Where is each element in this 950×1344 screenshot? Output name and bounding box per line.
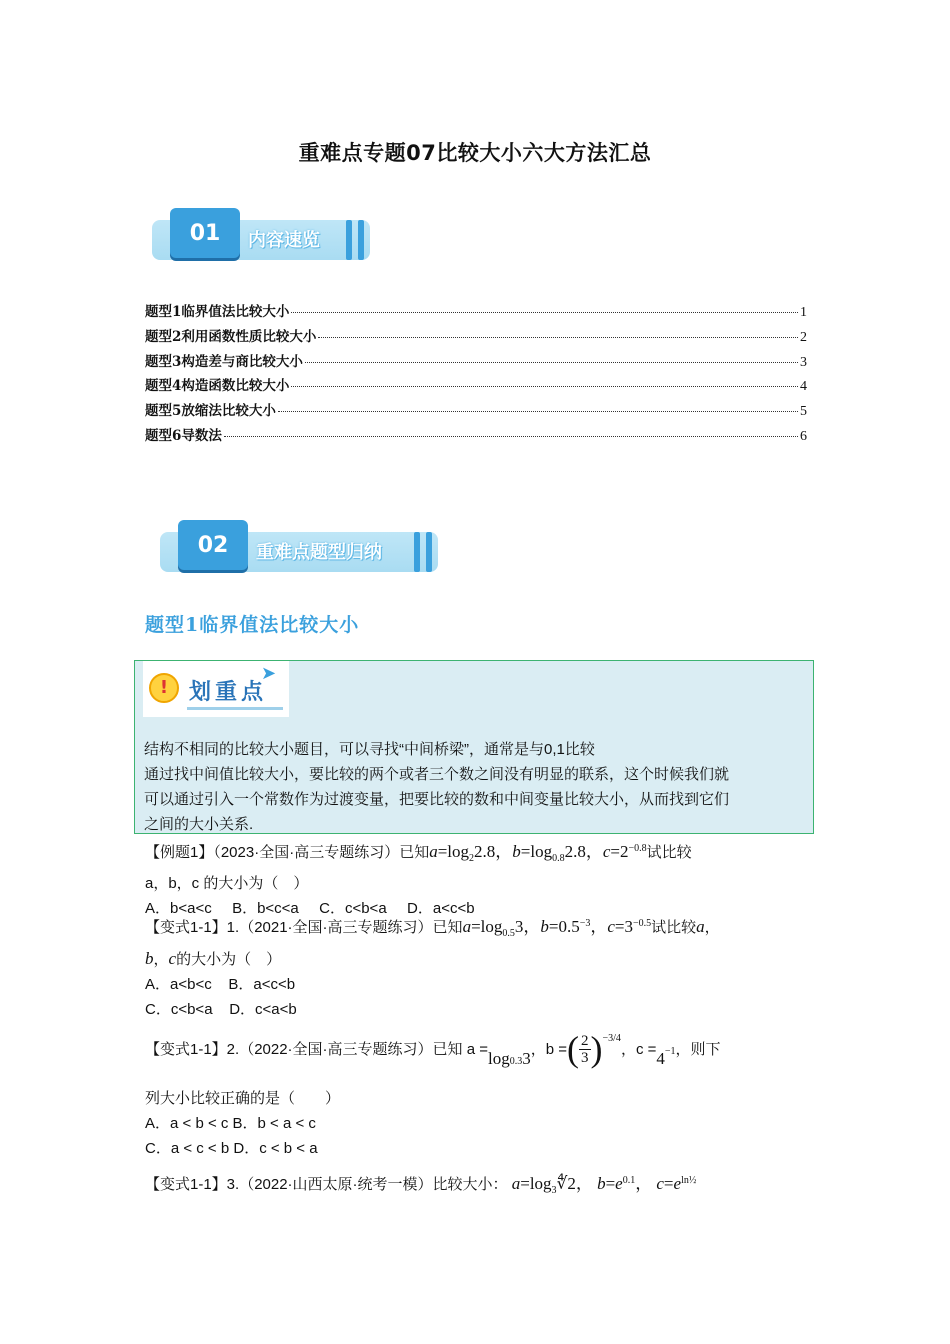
keypoint-label [143, 661, 289, 717]
document-title: 重难点专题07比较大小六大方法汇总 [298, 141, 652, 165]
toc-title: 题型5放缩法比较大小 [145, 403, 276, 420]
options-row[interactable]: C．a < c < b D．c < b < a [145, 1140, 318, 1157]
keypoint-underline [187, 707, 283, 710]
keypoint-line: 之间的大小关系. [144, 816, 254, 833]
keypoint-title: 划重点 [189, 679, 268, 705]
table-of-contents [145, 300, 807, 449]
example-1 [145, 836, 815, 921]
variant-question: 【变式1-1】1.（2021·全国·高三专题练习）已知$a=\log_{0.5}3$，$b=0.5^{-3}$，$c=3^{-0.5}$试比较a， [145, 917, 720, 939]
variant-line: b，c的大小为（ ） [145, 949, 282, 968]
banner-stripe [414, 532, 420, 572]
keypoint-text [144, 737, 809, 837]
options-row [145, 972, 815, 997]
option-d[interactable]: D．c<a<b [229, 1001, 297, 1018]
toc-entry[interactable] [145, 399, 807, 424]
option-d[interactable]: D．a<c<b [407, 900, 475, 917]
keypoint-line: 结构不相同的比较大小题目，可以寻找“中间桥梁”，通常是与0,1比较 [144, 741, 595, 758]
toc-title: 题型2利用函数性质比较大小 [145, 328, 317, 345]
paper-plane-icon: ➤ [261, 663, 277, 684]
keypoint-line: 可以通过引入一个常数作为过渡变量，把要比较的数和中间变量比较大小，从而找到它们 [144, 791, 730, 808]
option-c[interactable]: C．c<b<a [319, 900, 387, 917]
lightbulb-icon: ! [149, 673, 179, 703]
variant-prefix: 【变式1-1】1.（2021·全国·高三专题练习）已知 [145, 919, 463, 936]
example-prefix: 【例题1】（2023·全国·高三专题练习）已知 [145, 844, 430, 861]
toc-entry[interactable] [145, 424, 807, 449]
toc-page: 5 [800, 404, 807, 420]
variant-question: 【变式1-1】2.（2022·全国·高三专题练习）已知 a = log $_{0.3}$ 3 ，b = ( $\frac{2}{3}$ ) $^{-3/4}$ ，c = 4 $^{-1}$ ，则下 [145, 1028, 721, 1069]
variant-3 [145, 1168, 815, 1203]
toc-entry[interactable] [145, 300, 807, 325]
variant-1 [145, 911, 815, 1022]
toc-page: 4 [800, 379, 807, 395]
keypoint-line: 通过找中间值比较大小，要比较的两个或者三个数之间没有明显的联系，这个时候我们就 [144, 766, 730, 783]
toc-page: 2 [800, 329, 807, 345]
toc-page: 3 [800, 354, 807, 370]
banner-number: 02 [178, 520, 248, 570]
toc-title: 题型6导数法 [145, 427, 222, 444]
toc-title: 题型3构造差与商比较大小 [145, 353, 303, 370]
toc-page: 1 [800, 305, 807, 320]
toc-title: 题型1临界值法比较大小 [145, 304, 290, 320]
option-b[interactable]: B．b<c<a [232, 900, 299, 917]
example-question: 【例题1】（2023·全国·高三专题练习）已知$a=\log_22.8$，$b=\log_{0.8}2.8$，$c=2^{-0.8}$试比较 [145, 842, 692, 864]
options-row[interactable]: A．a < b < c B．b < a < c [145, 1115, 316, 1132]
keypoint-box [134, 660, 814, 834]
option-c[interactable]: C．c<b<a [145, 1001, 213, 1018]
variant-prefix: 【变式1-1】2.（2022·全国·高三专题练习）已知 a = [145, 1040, 488, 1058]
banner-number: 01 [170, 208, 240, 258]
toc-entry[interactable] [145, 350, 807, 375]
section-banner-contents [152, 208, 370, 264]
option-a[interactable]: A．b<a<c [145, 900, 212, 917]
example-line: a，b，c 的大小为（ ） [145, 875, 309, 892]
variant-2 [145, 1022, 815, 1161]
banner-stripe [426, 532, 432, 572]
option-b[interactable]: B．a<c<b [228, 976, 296, 993]
variant-question: 【变式1-1】3.（2022·山西太原·统考一模）比较大小： $a=\log_3∜2$， $b=e^{0.1}$， $c=e^{ln\frac{1}{2}}$ [145, 1174, 697, 1196]
toc-title: 题型4构造函数比较大小 [145, 378, 290, 395]
banner-stripe [346, 220, 352, 260]
toc-page: 6 [800, 428, 807, 444]
banner-stripe [358, 220, 364, 260]
section-heading: 题型1临界值法比较大小 [145, 614, 360, 636]
section-banner-types [160, 520, 438, 576]
variant-line: 列大小比较正确的是（ ） [145, 1090, 341, 1107]
toc-entry[interactable] [145, 325, 807, 350]
options-row [145, 997, 815, 1022]
banner-label: 内容速览 [248, 230, 320, 251]
toc-entry[interactable] [145, 374, 807, 399]
variant-suffix: 试比较 [651, 919, 697, 936]
variant-prefix: 【变式1-1】3.（2022·山西太原·统考一模）比较大小： [145, 1176, 508, 1193]
example-suffix: 试比较 [646, 844, 692, 861]
banner-label: 重难点题型归纳 [256, 542, 382, 563]
option-a[interactable]: A．a<b<c [145, 976, 212, 993]
